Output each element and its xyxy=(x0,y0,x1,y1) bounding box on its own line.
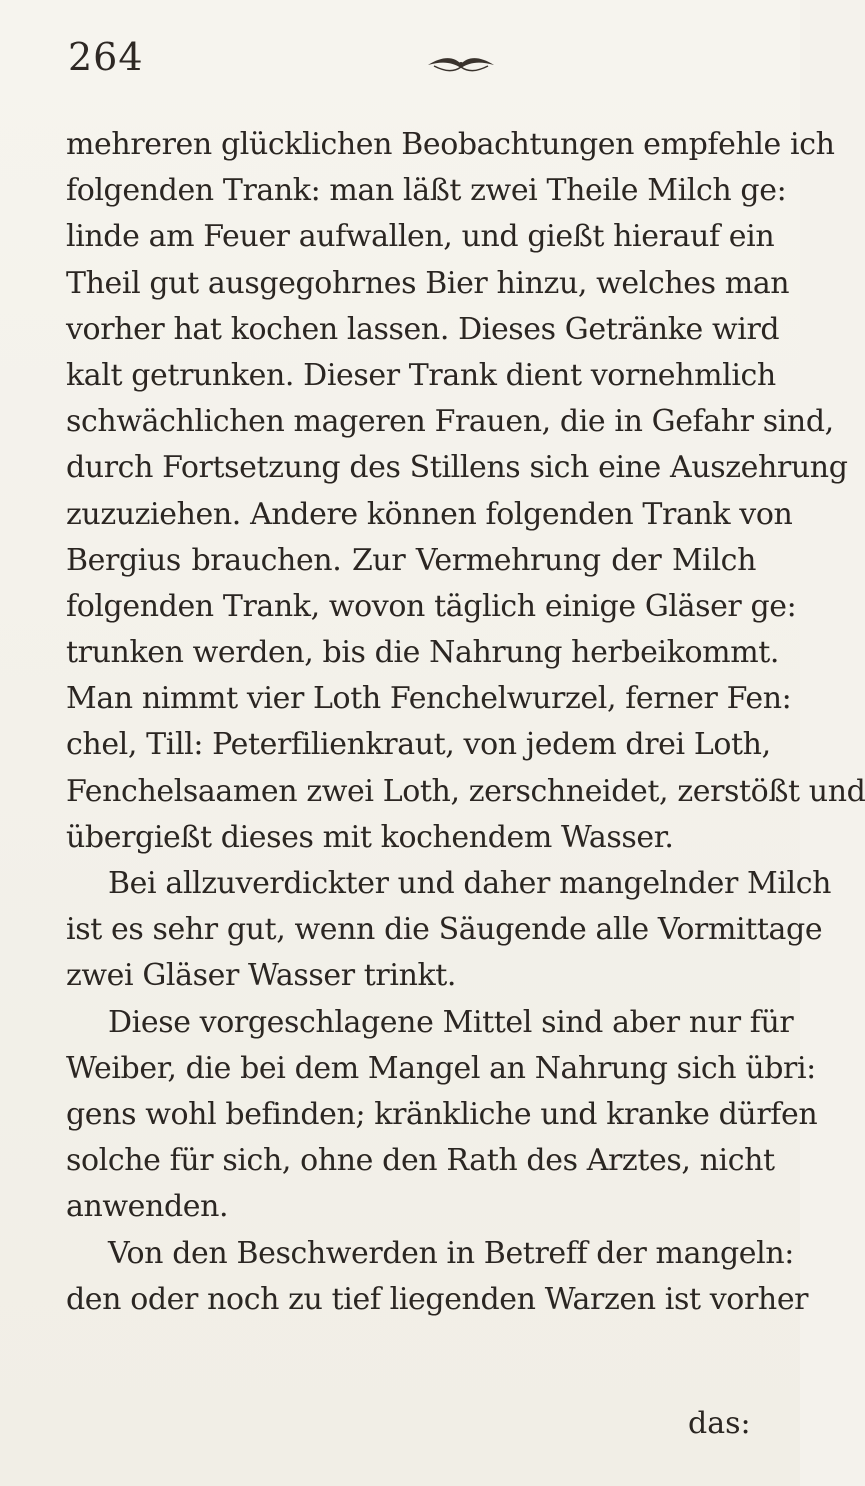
text-line: Weiber, die bei dem Mangel an Nahrung sich übri: xyxy=(66,1050,816,1086)
text-line: mehreren glücklichen Beobachtungen empfehle ich xyxy=(66,127,835,162)
text-line: folgenden Trank: man läßt zwei Theile Milch ge: xyxy=(66,173,787,209)
page-number: 264 xyxy=(68,35,144,79)
paragraph-start-line: Bei allzuverdickter und daher mangelnder Milch xyxy=(108,866,832,901)
text-line: anwenden. xyxy=(66,1189,229,1225)
text-line: schwächlichen mageren Frauen, die in Gefahr sind, xyxy=(66,404,834,440)
text-line: Theil gut ausgegohrnes Bier hinzu, welches man xyxy=(66,265,790,301)
text-line: trunken werden, bis die Nahrung herbeikommt. xyxy=(66,635,780,671)
body-text xyxy=(66,122,865,1323)
catchword: das: xyxy=(688,1406,751,1441)
paragraph-start-line: Diese vorgeschlagene Mittel sind aber nur für xyxy=(108,1004,794,1040)
text-line: solche für sich, ohne den Rath des Arztes, nicht xyxy=(66,1143,775,1179)
text-line: den oder noch zu tief liegenden Warzen ist vorher xyxy=(66,1281,809,1317)
text-line: Bergius brauchen. Zur Vermehrung der Milch xyxy=(66,542,756,578)
text-line: gens wohl befinden; kränkliche und kranke dürfen xyxy=(66,1096,818,1132)
text-line: übergießt dieses mit kochendem Wasser. xyxy=(66,819,674,855)
text-line: Fenchelsaamen zwei Loth, zerschneidet, zerstößt und xyxy=(66,773,865,809)
paragraph-start-line: Von den Beschwerden in Betreff der mangeln: xyxy=(108,1235,794,1271)
text-line: folgenden Trank, wovon täglich einige Gläser ge: xyxy=(66,588,797,624)
text-line: ist es sehr gut, wenn die Säugende alle Vormittage xyxy=(66,912,823,948)
text-line: durch Fortsetzung des Stillens sich eine Auszehrung xyxy=(66,450,848,486)
text-line: zwei Gläser Wasser trinkt. xyxy=(66,958,457,994)
text-line: vorher hat kochen lassen. Dieses Getränke wird xyxy=(66,311,780,347)
text-line: chel, Till: Peterfilienkraut, von jedem drei Loth, xyxy=(66,727,771,763)
text-line: zuzuziehen. Andere können folgenden Trank von xyxy=(66,496,793,532)
text-line: kalt getrunken. Dieser Trank dient vornehmlich xyxy=(66,357,776,393)
text-line: linde am Feuer aufwallen, und gießt hierauf ein xyxy=(66,219,775,255)
text-line: Man nimmt vier Loth Fenchelwurzel, ferner Fen: xyxy=(66,681,792,717)
fleuron-ornament-icon xyxy=(424,52,498,76)
